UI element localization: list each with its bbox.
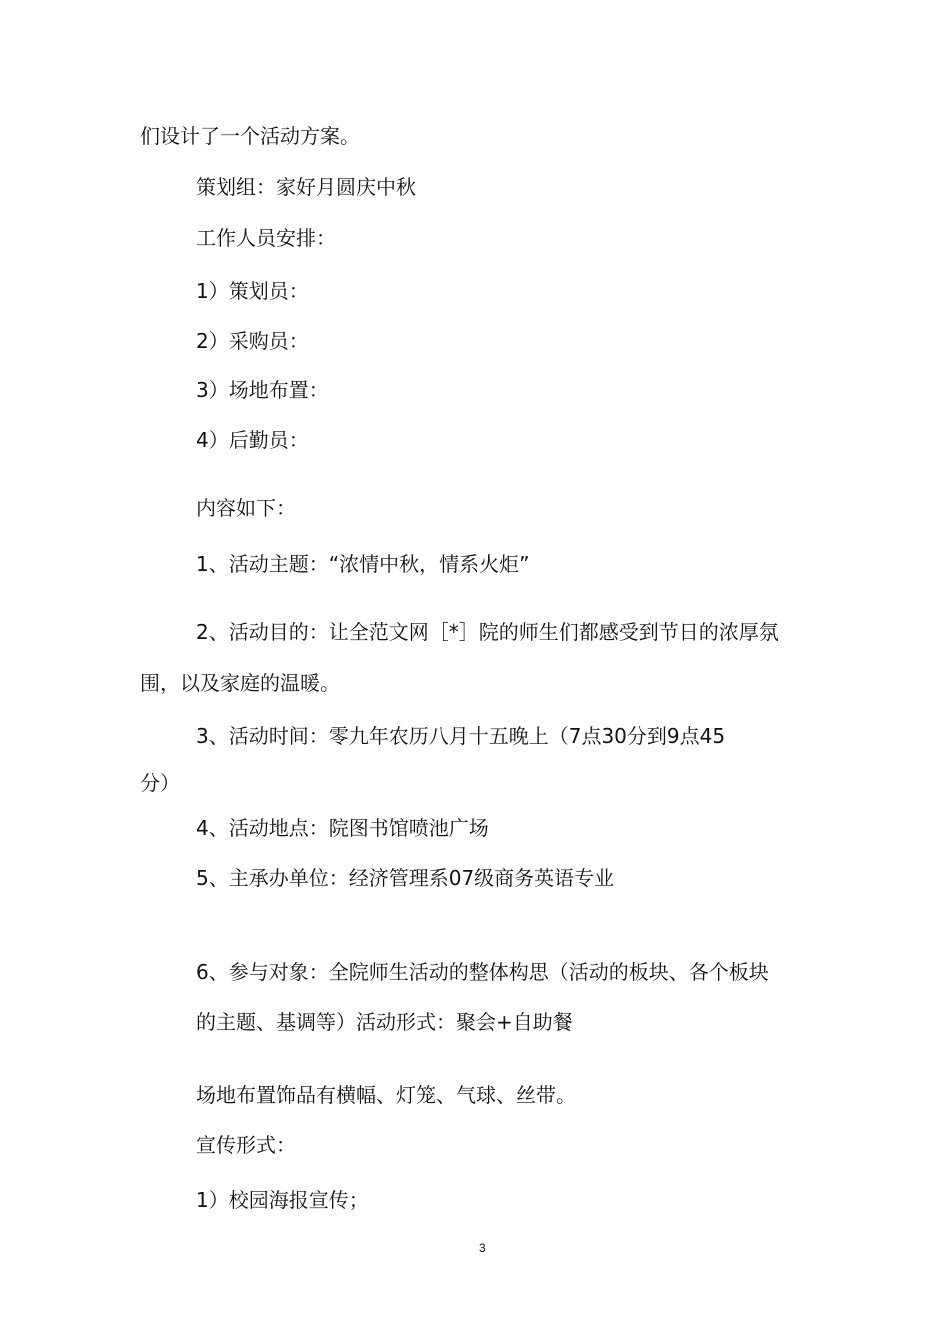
page-number: 3 [479,1241,486,1255]
text-line-promo-1: 1）校园海报宣传； [196,1188,369,1212]
text-line-item-2a: 2、活动目的：让全范文网［*］院的师生们都感受到节日的浓厚氛 [196,620,779,644]
text-line-staff-4: 4）后勤员： [196,428,309,452]
text-line-item-4: 4、活动地点：院图书馆喷池广场 [196,816,489,840]
text-line-staff-3: 3）场地布置： [196,378,329,402]
text-line-promo-heading: 宣传形式： [196,1133,296,1157]
text-line-item-3a: 3、活动时间：零九年农历八月十五晚上（7点30分到9点45 [196,724,726,748]
text-line-item-2b: 围，以及家庭的温暖。 [140,671,340,695]
text-line-item-1: 1、活动主题：“浓情中秋，情系火炬” [196,552,530,576]
text-line-continuation: 们设计了一个活动方案。 [140,124,360,148]
text-line-item-6b: 的主题、基调等）活动形式：聚会+自助餐 [196,1010,573,1034]
text-line-staff-2: 2）采购员： [196,329,309,353]
text-line-staff-1: 1）策划员： [196,279,309,303]
text-line-item-3b: 分） [140,771,180,795]
text-line-content-heading: 内容如下： [196,496,296,520]
text-line-item-5: 5、主承办单位：经济管理系07级商务英语专业 [196,866,615,890]
text-line-decorations: 场地布置饰品有横幅、灯笼、气球、丝带。 [196,1083,576,1107]
text-line-item-6a: 6、参与对象：全院师生活动的整体构思（活动的板块、各个板块 [196,960,769,984]
text-line-planning-group: 策划组：家好月圆庆中秋 [196,175,416,199]
text-line-staff-heading: 工作人员安排： [196,226,336,250]
